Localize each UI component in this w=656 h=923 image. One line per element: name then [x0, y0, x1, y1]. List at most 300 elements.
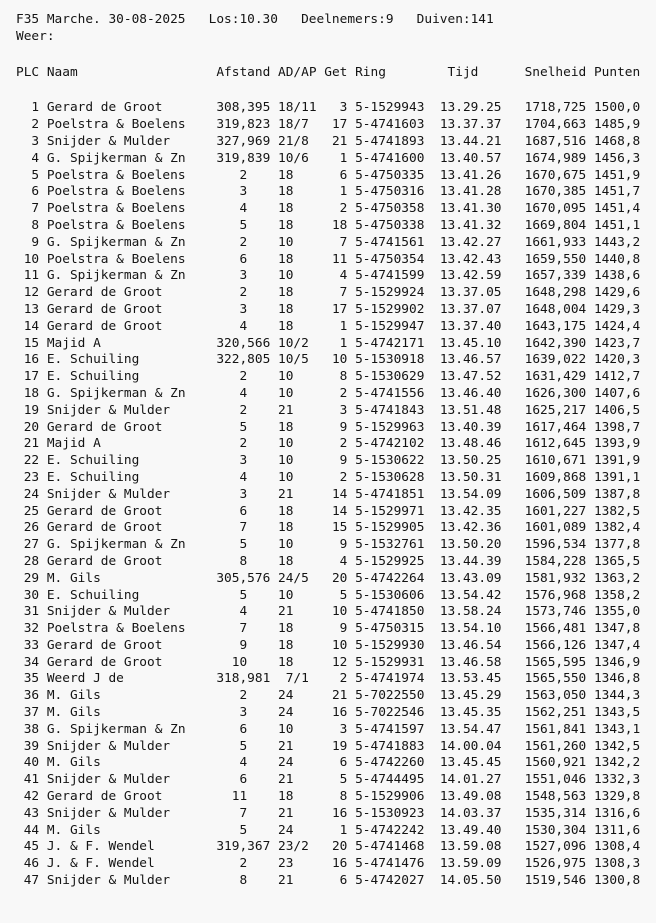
- cell-tijd: 13.46.54: [439, 637, 502, 653]
- cell-plc: 40: [16, 755, 40, 771]
- cell-adap: 21: [278, 402, 317, 418]
- cell-snelheid: 1718,725: [524, 100, 587, 116]
- cell-tijd: 13.41.30: [439, 201, 502, 217]
- table-row: [16, 235, 656, 252]
- weather-line: [16, 29, 656, 46]
- cell-tijd: 13.45.35: [439, 705, 502, 721]
- cell-get: 9: [316, 419, 348, 435]
- cell-snelheid: 1612,645: [524, 436, 587, 452]
- cell-snelheid: 1643,175: [524, 318, 587, 334]
- cell-ring: 5-1532761: [355, 537, 425, 553]
- cell-get: 2: [316, 385, 348, 401]
- table-row: [16, 755, 656, 772]
- cell-ring: 5-4750358: [355, 201, 425, 217]
- cell-tijd: 13.54.47: [439, 721, 502, 737]
- cell-ring: 5-1530923: [355, 805, 425, 821]
- cell-adap: 18: [278, 637, 317, 653]
- cell-tijd: 13.41.32: [439, 217, 502, 233]
- cell-afstand: 2: [216, 167, 271, 183]
- cell-punten: 1377,8: [593, 537, 641, 553]
- cell-plc: 17: [16, 369, 40, 385]
- cell-plc: 44: [16, 822, 40, 838]
- cell-punten: 1407,6: [593, 385, 641, 401]
- cell-get: 20: [316, 839, 348, 855]
- cell-get: 18: [316, 217, 348, 233]
- cell-adap: 10: [278, 537, 317, 553]
- cell-snelheid: 1601,089: [524, 520, 587, 536]
- cell-plc: 25: [16, 503, 40, 519]
- cell-snelheid: 1606,509: [524, 486, 587, 502]
- cell-adap: 10: [278, 385, 317, 401]
- cell-tijd: 13.37.37: [439, 117, 502, 133]
- cell-adap: 18: [278, 318, 317, 334]
- cell-ring: 5-1530606: [355, 587, 425, 603]
- table-row: [16, 688, 656, 705]
- cell-tijd: 13.46.57: [439, 352, 502, 368]
- table-row: [16, 873, 656, 890]
- cell-get: 17: [316, 117, 348, 133]
- cell-naam: Gerard de Groot: [46, 553, 217, 569]
- cell-naam: Snijder & Mulder: [46, 133, 217, 149]
- cell-tijd: 13.37.07: [439, 301, 502, 317]
- cell-tijd: 13.54.09: [439, 486, 502, 502]
- cell-naam: Snijder & Mulder: [46, 402, 217, 418]
- cell-naam: Gerard de Groot: [46, 100, 217, 116]
- cell-punten: 1456,3: [593, 150, 641, 166]
- table-row: [16, 722, 656, 739]
- cell-afstand: 11: [216, 789, 271, 805]
- column-header-row: [16, 65, 656, 82]
- col-header-ring: Ring: [355, 64, 448, 80]
- col-header-get: Get: [324, 64, 348, 80]
- cell-adap: 10: [278, 721, 317, 737]
- table-row: [16, 537, 656, 554]
- cell-adap: 18: [278, 184, 317, 200]
- cell-ring: 5-1529963: [355, 419, 425, 435]
- table-row: [16, 201, 656, 218]
- cell-punten: 1300,8: [593, 873, 641, 889]
- cell-naam: E. Schuiling: [46, 587, 217, 603]
- cell-get: 4: [316, 553, 348, 569]
- cell-get: 10: [316, 604, 348, 620]
- cell-tijd: 13.51.48: [439, 402, 502, 418]
- cell-plc: 5: [16, 167, 40, 183]
- cell-punten: 1429,6: [593, 285, 641, 301]
- cell-punten: 1440,8: [593, 251, 641, 267]
- cell-afstand: 3: [216, 486, 271, 502]
- cell-plc: 15: [16, 335, 40, 351]
- cell-naam: G. Spijkerman & Zn: [46, 268, 217, 284]
- col-header-plc: PLC: [16, 64, 40, 80]
- cell-naam: E. Schuiling: [46, 352, 217, 368]
- cell-punten: 1308,3: [593, 856, 641, 872]
- cell-adap: 21: [278, 604, 317, 620]
- cell-naam: Gerard de Groot: [46, 520, 217, 536]
- cell-plc: 26: [16, 520, 40, 536]
- cell-punten: 1308,4: [593, 839, 641, 855]
- col-header-afstand: Afstand: [216, 64, 271, 80]
- cell-tijd: 13.54.10: [439, 621, 502, 637]
- cell-afstand: 5: [216, 217, 271, 233]
- col-header-punten: Punten: [593, 64, 641, 80]
- cell-punten: 1438,6: [593, 268, 641, 284]
- cell-punten: 1485,9: [593, 117, 641, 133]
- table-row: [16, 436, 656, 453]
- table-row: [16, 168, 656, 185]
- cell-afstand: 5: [216, 738, 271, 754]
- cell-snelheid: 1625,217: [524, 402, 587, 418]
- cell-adap: 10: [278, 268, 317, 284]
- cell-punten: 1423,7: [593, 335, 641, 351]
- cell-tijd: 13.45.10: [439, 335, 502, 351]
- cell-naam: G. Spijkerman & Zn: [46, 537, 217, 553]
- cell-afstand: 327,969: [216, 133, 271, 149]
- cell-snelheid: 1527,096: [524, 839, 587, 855]
- cell-snelheid: 1687,516: [524, 133, 587, 149]
- cell-ring: 5-4741468: [355, 839, 425, 855]
- cell-adap: 18: [278, 419, 317, 435]
- cell-adap: 10/6: [278, 150, 317, 166]
- spacer: [16, 81, 656, 100]
- table-row: [16, 420, 656, 437]
- table-row: [16, 705, 656, 722]
- cell-plc: 30: [16, 587, 40, 603]
- cell-get: 21: [316, 688, 348, 704]
- cell-punten: 1347,4: [593, 637, 641, 653]
- cell-tijd: 13.50.20: [439, 537, 502, 553]
- cell-afstand: 6: [216, 772, 271, 788]
- cell-tijd: 14.01.27: [439, 772, 502, 788]
- cell-adap: 18: [278, 503, 317, 519]
- table-row: [16, 369, 656, 386]
- cell-plc: 13: [16, 301, 40, 317]
- cell-adap: 21: [278, 738, 317, 754]
- cell-punten: 1451,7: [593, 184, 641, 200]
- cell-adap: 18: [278, 553, 317, 569]
- cell-snelheid: 1530,304: [524, 822, 587, 838]
- cell-punten: 1365,5: [593, 553, 641, 569]
- cell-plc: 31: [16, 604, 40, 620]
- cell-afstand: 3: [216, 705, 271, 721]
- cell-tijd: 13.42.43: [439, 251, 502, 267]
- cell-get: 7: [316, 285, 348, 301]
- table-row: [16, 117, 656, 134]
- cell-tijd: 13.42.36: [439, 520, 502, 536]
- cell-adap: 18: [278, 654, 317, 670]
- cell-afstand: 7: [216, 621, 271, 637]
- cell-naam: G. Spijkerman & Zn: [46, 385, 217, 401]
- cell-get: 2: [316, 201, 348, 217]
- cell-plc: 41: [16, 772, 40, 788]
- cell-get: 1: [316, 150, 348, 166]
- cell-snelheid: 1661,933: [524, 234, 587, 250]
- cell-tijd: 13.46.40: [439, 385, 502, 401]
- cell-tijd: 13.59.09: [439, 856, 502, 872]
- table-row: [16, 520, 656, 537]
- cell-afstand: 6: [216, 721, 271, 737]
- cell-afstand: 8: [216, 553, 271, 569]
- cell-afstand: 8: [216, 873, 271, 889]
- col-header-naam: Naam: [46, 64, 217, 80]
- cell-afstand: 4: [216, 604, 271, 620]
- cell-plc: 28: [16, 553, 40, 569]
- table-row: [16, 319, 656, 336]
- cell-punten: 1382,4: [593, 520, 641, 536]
- cell-get: 17: [316, 301, 348, 317]
- cell-tijd: 13.41.26: [439, 167, 502, 183]
- table-row: [16, 453, 656, 470]
- cell-naam: Majid A: [46, 335, 217, 351]
- cell-ring: 5-4750316: [355, 184, 425, 200]
- cell-naam: Gerard de Groot: [46, 301, 217, 317]
- cell-naam: E. Schuiling: [46, 369, 217, 385]
- cell-adap: 18: [278, 201, 317, 217]
- cell-get: 19: [316, 738, 348, 754]
- cell-plc: 19: [16, 402, 40, 418]
- table-row: [16, 386, 656, 403]
- cell-naam: Poelstra & Boelens: [46, 201, 217, 217]
- cell-plc: 11: [16, 268, 40, 284]
- cell-ring: 5-4742242: [355, 822, 425, 838]
- cell-plc: 14: [16, 318, 40, 334]
- cell-afstand: 320,566: [216, 335, 271, 351]
- cell-adap: 10: [278, 436, 317, 452]
- cell-plc: 47: [16, 873, 40, 889]
- table-row: [16, 252, 656, 269]
- cell-afstand: 2: [216, 285, 271, 301]
- cell-ring: 5-7022546: [355, 705, 425, 721]
- cell-snelheid: 1560,921: [524, 755, 587, 771]
- cell-adap: 10: [278, 369, 317, 385]
- cell-naam: M. Gils: [46, 570, 217, 586]
- cell-snelheid: 1648,298: [524, 285, 587, 301]
- cell-afstand: 5: [216, 419, 271, 435]
- cell-afstand: 4: [216, 385, 271, 401]
- cell-get: 9: [316, 453, 348, 469]
- cell-plc: 22: [16, 453, 40, 469]
- cell-plc: 34: [16, 654, 40, 670]
- cell-ring: 5-4750354: [355, 251, 425, 267]
- cell-adap: 24/5: [278, 570, 317, 586]
- cell-plc: 36: [16, 688, 40, 704]
- cell-naam: Snijder & Mulder: [46, 738, 217, 754]
- cell-tijd: 13.29.25: [439, 100, 502, 116]
- cell-get: 3: [316, 100, 348, 116]
- cell-adap: 24: [278, 755, 317, 771]
- cell-afstand: 308,395: [216, 100, 271, 116]
- cell-tijd: 13.53.45: [439, 671, 502, 687]
- weather-label: Weer:: [16, 28, 55, 44]
- cell-plc: 7: [16, 201, 40, 217]
- table-row: [16, 588, 656, 605]
- cell-punten: 1451,1: [593, 217, 641, 233]
- cell-snelheid: 1573,746: [524, 604, 587, 620]
- cell-tijd: 13.42.27: [439, 234, 502, 250]
- cell-plc: 1: [16, 100, 40, 116]
- cell-afstand: 319,823: [216, 117, 271, 133]
- cell-ring: 5-4742264: [355, 570, 425, 586]
- cell-punten: 1451,4: [593, 201, 641, 217]
- cell-adap: 18/11: [278, 100, 317, 116]
- cell-get: 3: [316, 721, 348, 737]
- table-row: [16, 806, 656, 823]
- cell-naam: Weerd J de: [46, 671, 217, 687]
- table-row: [16, 151, 656, 168]
- cell-plc: 3: [16, 133, 40, 149]
- cell-plc: 39: [16, 738, 40, 754]
- cell-ring: 5-4741851: [355, 486, 425, 502]
- table-row: [16, 789, 656, 806]
- cell-adap: 18: [278, 621, 317, 637]
- cell-tijd: 14.00.04: [439, 738, 502, 754]
- cell-snelheid: 1551,046: [524, 772, 587, 788]
- cell-adap: 18: [278, 520, 317, 536]
- cell-get: 10: [316, 352, 348, 368]
- cell-snelheid: 1670,385: [524, 184, 587, 200]
- cell-snelheid: 1548,563: [524, 789, 587, 805]
- cell-plc: 2: [16, 117, 40, 133]
- cell-plc: 8: [16, 217, 40, 233]
- cell-get: 2: [316, 436, 348, 452]
- cell-adap: 21: [278, 486, 317, 502]
- cell-snelheid: 1584,228: [524, 553, 587, 569]
- cell-get: 1: [316, 184, 348, 200]
- cell-ring: 5-4741603: [355, 117, 425, 133]
- cell-snelheid: 1519,546: [524, 873, 587, 889]
- col-header-snelheid: Snelheid: [524, 64, 587, 80]
- cell-punten: 1346,8: [593, 671, 641, 687]
- cell-ring: 5-1530629: [355, 369, 425, 385]
- cell-naam: Snijder & Mulder: [46, 873, 217, 889]
- cell-snelheid: 1670,675: [524, 167, 587, 183]
- cell-adap: 18/7: [278, 117, 317, 133]
- table-row: [16, 604, 656, 621]
- cell-get: 21: [316, 133, 348, 149]
- table-row: [16, 487, 656, 504]
- table-row: [16, 184, 656, 201]
- cell-afstand: 5: [216, 822, 271, 838]
- cell-get: 1: [316, 335, 348, 351]
- cell-tijd: 13.43.09: [439, 570, 502, 586]
- cell-tijd: 13.44.39: [439, 553, 502, 569]
- table-row: [16, 134, 656, 151]
- cell-snelheid: 1565,595: [524, 654, 587, 670]
- cell-get: 2: [316, 469, 348, 485]
- cell-ring: 5-1529906: [355, 789, 425, 805]
- cell-snelheid: 1704,663: [524, 117, 587, 133]
- cell-punten: 1342,5: [593, 738, 641, 754]
- cell-tijd: 13.54.42: [439, 587, 502, 603]
- cell-tijd: 13.47.52: [439, 369, 502, 385]
- cell-naam: Gerard de Groot: [46, 419, 217, 435]
- cell-punten: 1393,9: [593, 436, 641, 452]
- cell-tijd: 13.48.46: [439, 436, 502, 452]
- cell-ring: 5-1529971: [355, 503, 425, 519]
- cell-afstand: 2: [216, 436, 271, 452]
- cell-snelheid: 1601,227: [524, 503, 587, 519]
- cell-punten: 1342,2: [593, 755, 641, 771]
- cell-snelheid: 1561,841: [524, 721, 587, 737]
- cell-adap: 18: [278, 251, 317, 267]
- cell-get: 2: [316, 671, 348, 687]
- cell-plc: 4: [16, 150, 40, 166]
- cell-snelheid: 1563,050: [524, 688, 587, 704]
- cell-naam: Poelstra & Boelens: [46, 117, 217, 133]
- cell-snelheid: 1631,429: [524, 369, 587, 385]
- cell-adap: 10/5: [278, 352, 317, 368]
- cell-plc: 27: [16, 537, 40, 553]
- cell-naam: Gerard de Groot: [46, 318, 217, 334]
- cell-plc: 12: [16, 285, 40, 301]
- cell-get: 6: [316, 873, 348, 889]
- report-title-line: [16, 12, 656, 29]
- cell-snelheid: 1566,481: [524, 621, 587, 637]
- cell-ring: 5-1529930: [355, 637, 425, 653]
- cell-plc: 16: [16, 352, 40, 368]
- cell-naam: G. Spijkerman & Zn: [46, 721, 217, 737]
- cell-snelheid: 1526,975: [524, 856, 587, 872]
- cell-punten: 1468,8: [593, 133, 641, 149]
- cell-get: 1: [316, 822, 348, 838]
- cell-afstand: 305,576: [216, 570, 271, 586]
- cell-punten: 1344,3: [593, 688, 641, 704]
- cell-naam: M. Gils: [46, 688, 217, 704]
- cell-ring: 5-4741974: [355, 671, 425, 687]
- cell-ring: 5-1529905: [355, 520, 425, 536]
- cell-tijd: 13.50.31: [439, 469, 502, 485]
- cell-afstand: 4: [216, 201, 271, 217]
- cell-ring: 5-4742171: [355, 335, 425, 351]
- cell-get: 12: [316, 654, 348, 670]
- cell-snelheid: 1648,004: [524, 301, 587, 317]
- cell-get: 5: [316, 772, 348, 788]
- cell-afstand: 318,981: [216, 671, 271, 687]
- cell-tijd: 13.46.58: [439, 654, 502, 670]
- cell-snelheid: 1565,550: [524, 671, 587, 687]
- cell-ring: 5-4742027: [355, 873, 425, 889]
- cell-naam: Poelstra & Boelens: [46, 251, 217, 267]
- cell-punten: 1391,9: [593, 453, 641, 469]
- cell-plc: 6: [16, 184, 40, 200]
- cell-adap: 21: [278, 805, 317, 821]
- cell-get: 9: [316, 621, 348, 637]
- cell-get: 10: [316, 637, 348, 653]
- cell-adap: 24: [278, 705, 317, 721]
- cell-snelheid: 1610,671: [524, 453, 587, 469]
- cell-ring: 5-4741600: [355, 150, 425, 166]
- cell-afstand: 7: [216, 805, 271, 821]
- cell-punten: 1346,9: [593, 654, 641, 670]
- cell-adap: 10: [278, 469, 317, 485]
- cell-afstand: 3: [216, 301, 271, 317]
- table-row: [16, 739, 656, 756]
- cell-naam: Snijder & Mulder: [46, 805, 217, 821]
- cell-snelheid: 1657,339: [524, 268, 587, 284]
- table-row: [16, 856, 656, 873]
- cell-get: 14: [316, 486, 348, 502]
- cell-ring: 5-4744495: [355, 772, 425, 788]
- cell-snelheid: 1670,095: [524, 201, 587, 217]
- cell-naam: Poelstra & Boelens: [46, 184, 217, 200]
- table-row: [16, 336, 656, 353]
- cell-get: 11: [316, 251, 348, 267]
- cell-get: 20: [316, 570, 348, 586]
- table-row: [16, 285, 656, 302]
- cell-ring: 5-4741883: [355, 738, 425, 754]
- cell-snelheid: 1581,932: [524, 570, 587, 586]
- cell-snelheid: 1659,550: [524, 251, 587, 267]
- cell-ring: 5-4741556: [355, 385, 425, 401]
